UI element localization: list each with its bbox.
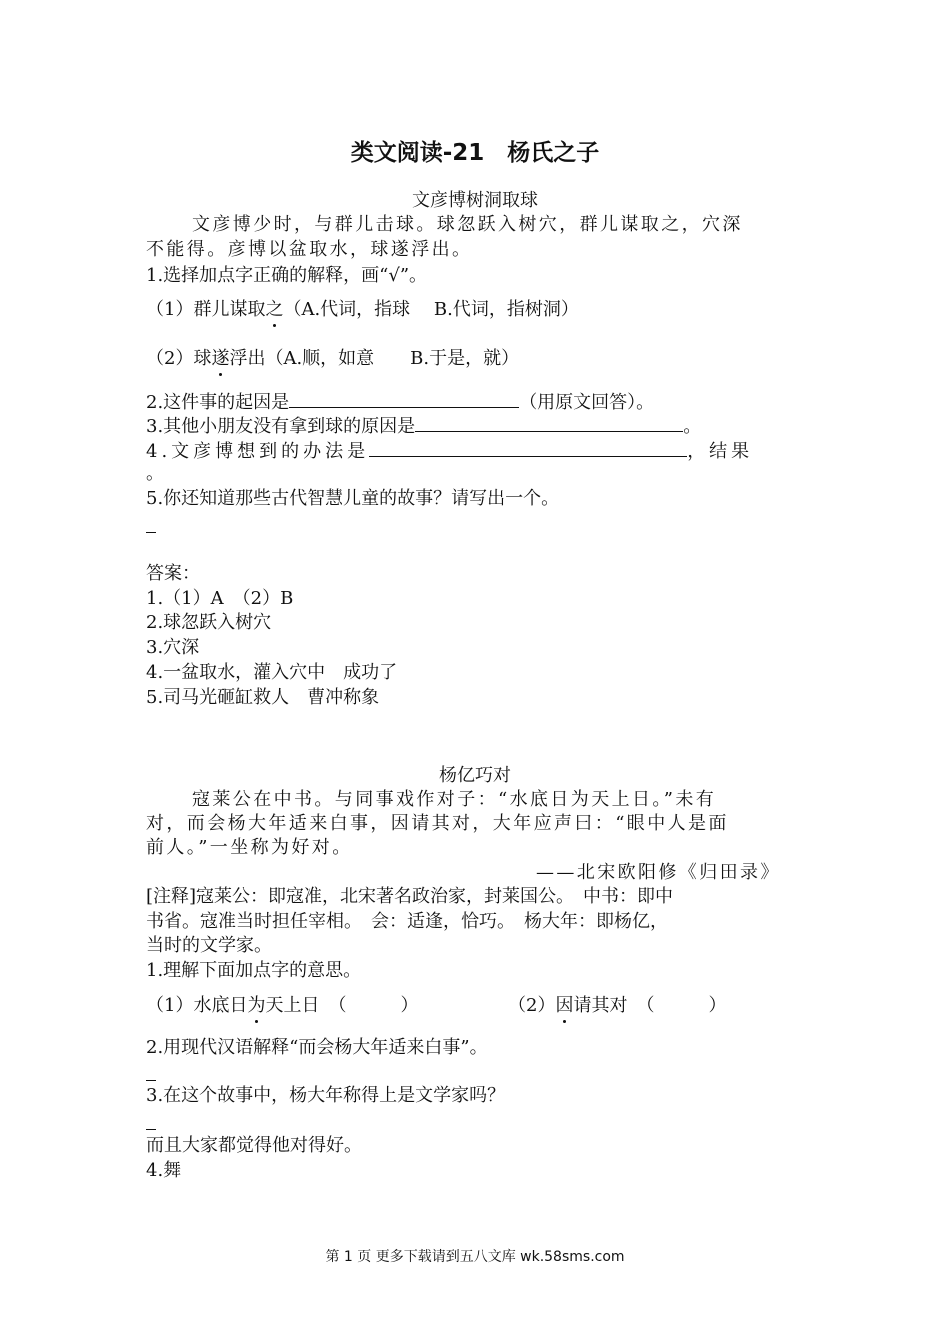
q2-suffix: （用原文回答）。	[519, 392, 655, 413]
q4-answer-blank[interactable]	[369, 438, 687, 457]
section2-note-line3: 当时的文学家。	[146, 935, 272, 956]
q1-2-prefix: （2）球	[146, 348, 212, 369]
section1-q2	[146, 389, 654, 415]
answer-item: 4.一盆取水，灌入穴中 成功了	[146, 662, 398, 683]
page-footer: 第 1 页 更多下载请到五八文库 wk.58sms.com	[325, 1249, 625, 1265]
section2-line-after-q3: 而且大家都觉得他对得好。	[146, 1135, 362, 1156]
q1-1-dotted-char: 之	[265, 299, 284, 320]
answer-item: 1.（1）A （2）B	[146, 588, 294, 609]
q4-suffix: ，结果	[687, 441, 754, 462]
section1-passage-line2: 不能得。彦博以盆取水，球遂浮出。	[146, 239, 473, 260]
section2-q4: 4.舞	[146, 1160, 182, 1181]
section2-q1: 1.理解下面加点字的意思。	[146, 960, 362, 981]
section1-q1-2	[146, 347, 519, 371]
section2-passage-line3: 前人。”一坐称为好对。	[146, 837, 353, 858]
q3-prefix: 3.其他小朋友没有拿到球的原因是	[146, 416, 416, 437]
section2-heading: 杨亿巧对	[439, 765, 511, 786]
section2-q2: 2.用现代汉语解释“而会杨大年适来白事”。	[146, 1037, 488, 1058]
answers-label: 答案：	[146, 563, 200, 584]
section1-q4	[146, 438, 753, 464]
q3-answer-blank[interactable]	[415, 413, 683, 432]
s2-q1-2-prefix: （2）	[508, 995, 556, 1016]
section1-q4-cont: 。	[146, 463, 164, 484]
page-title: 类文阅读-21 杨氏之子	[350, 140, 600, 166]
section2-q1-2	[508, 994, 726, 1018]
section1-heading: 文彦博树洞取球	[412, 190, 538, 211]
section2-passage-line2: 对，而会杨大年适来白事，因请其对，大年应声曰：“眼中人是面	[146, 813, 729, 834]
q1-2-options: 浮出（A.顺，如意 B.于是，就）	[229, 348, 520, 369]
q4-prefix: 4.文彦博想到的办法是	[146, 441, 370, 462]
answer-item: 5.司马光砸缸救人 曹冲称象	[146, 687, 380, 708]
section2-note-line1: [注释]寇莱公：即寇准，北宋著名政治家，封莱国公。 中书：即中	[146, 886, 674, 907]
section2-note-line2: 书省。寇准当时担任宰相。 会：适逢，恰巧。 杨大年：即杨亿，	[146, 911, 668, 932]
s2-q1-1-prefix: （1）水底日	[146, 995, 248, 1016]
answer-item: 3.穴深	[146, 637, 200, 658]
section2-passage-line1: 寇莱公在中书。与同事戏作对子：“水底日为天上日。”未有	[192, 789, 717, 810]
section1-passage-line1: 文彦博少时，与群儿击球。球忽跃入树穴，群儿谋取之，穴深	[192, 214, 743, 235]
section1-q3	[146, 413, 701, 439]
s2-q2-answer-blank[interactable]	[146, 1080, 156, 1081]
section1-q5: 5.你还知道那些古代智慧儿童的故事？请写出一个。	[146, 488, 560, 509]
q1-2-dotted-char: 遂	[211, 348, 230, 369]
s2-q1-2-dotted-char: 因	[555, 995, 574, 1016]
q1-1-prefix: （1）群儿谋取	[146, 299, 266, 320]
s2-q1-1-dotted-char: 为	[247, 995, 266, 1016]
q3-suffix: 。	[683, 416, 702, 437]
q5-answer-blank[interactable]	[146, 532, 156, 533]
section1-q1: 1.选择加点字正确的解释，画“√”。	[146, 265, 428, 286]
s2-q1-1-blank[interactable]: 天上日 （ ）	[265, 995, 419, 1016]
answer-item: 2.球忽跃入树穴	[146, 612, 272, 633]
section1-q1-1	[146, 298, 579, 322]
q1-1-options: （A.代词，指球 B.代词，指树洞）	[283, 299, 579, 320]
q2-answer-blank[interactable]	[289, 389, 519, 408]
s2-q1-2-blank[interactable]: 请其对 （ ）	[573, 995, 727, 1016]
section2-q3: 3.在这个故事中，杨大年称得上是文学家吗？	[146, 1085, 506, 1106]
q2-prefix: 2.这件事的起因是	[146, 392, 290, 413]
s2-q3-answer-blank[interactable]	[146, 1129, 156, 1130]
section2-q1-1	[146, 994, 418, 1018]
section2-source: ——北宋欧阳修《归田录》	[536, 862, 781, 883]
